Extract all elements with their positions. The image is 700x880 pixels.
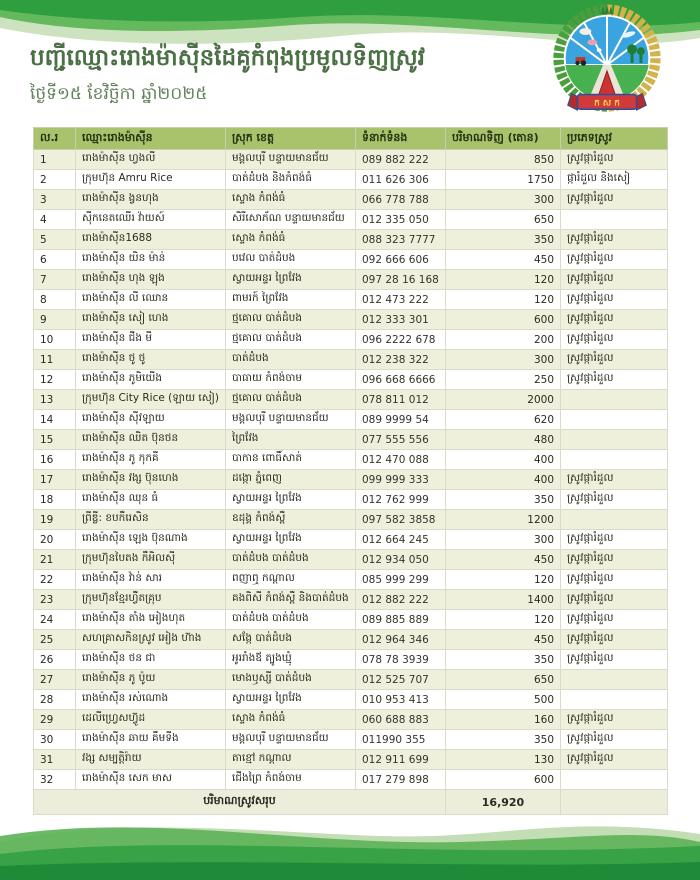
- chicken-icon: [597, 48, 602, 52]
- contact-cell: 077 555 556: [356, 430, 446, 450]
- mill-name-cell: រោងម៉ាស៊ីន ថូ ថូ: [76, 350, 226, 370]
- quantity-cell: 1200: [446, 510, 561, 530]
- table-row: [34, 550, 668, 570]
- quantity-cell: 350: [446, 230, 561, 250]
- contact-cell: 088 323 7777: [356, 230, 446, 250]
- row-number-cell: 4: [34, 210, 76, 230]
- rice-type-cell: [561, 410, 668, 430]
- rice-type-cell: ស្រូវផ្ការំដួល: [561, 290, 668, 310]
- contact-cell: 012 525 707: [356, 670, 446, 690]
- contact-cell: 089 885 889: [356, 610, 446, 630]
- table-row: [34, 750, 668, 770]
- row-number-cell: 21: [34, 550, 76, 570]
- contact-cell: 012 238 322: [356, 350, 446, 370]
- quantity-cell: 450: [446, 550, 561, 570]
- total-label: បរិមាណស្រូវសរុប: [34, 790, 446, 815]
- rice-type-cell: [561, 770, 668, 790]
- contact-cell: 012 934 050: [356, 550, 446, 570]
- table-row: [34, 250, 668, 270]
- row-number-cell: 16: [34, 450, 76, 470]
- mill-name-cell: សហគ្រាសកិនស្រូវ អៀង ហ៊ាង: [76, 630, 226, 650]
- table-row: [34, 370, 668, 390]
- mill-name-cell: រោងម៉ាស៊ីន ហ្វងលី: [76, 150, 226, 170]
- mill-name-cell: រោងម៉ាស៊ីន ឈិត ប៊ុនថន: [76, 430, 226, 450]
- district-cell: បាត់ដំបង: [226, 350, 356, 370]
- contact-cell: 010 953 413: [356, 690, 446, 710]
- row-number-cell: 26: [34, 650, 76, 670]
- quantity-cell: 120: [446, 610, 561, 630]
- table-row: [34, 150, 668, 170]
- table-body: [34, 150, 668, 790]
- table-row: [34, 630, 668, 650]
- table-row: [34, 410, 668, 430]
- contact-cell: 012 335 050: [356, 210, 446, 230]
- rice-type-cell: ផ្ការំដួល និងសៀ: [561, 170, 668, 190]
- quantity-cell: 120: [446, 290, 561, 310]
- row-number-cell: 8: [34, 290, 76, 310]
- rice-type-cell: ស្រូវផ្ការំដួល: [561, 530, 668, 550]
- district-cell: មង្គលបុរី បន្ទាយមានជ័យ: [226, 150, 356, 170]
- rice-type-cell: [561, 210, 668, 230]
- district-cell: អូររាំងឪ ត្បូងឃ្មុំ: [226, 650, 356, 670]
- district-cell: ស្វាយអន្ទរ ព្រៃវែង: [226, 270, 356, 290]
- contact-cell: 012 470 088: [356, 450, 446, 470]
- hill-darkest: [0, 862, 700, 880]
- rice-type-cell: ស្រូវផ្ការំដួល: [561, 190, 668, 210]
- district-cell: ពាមរក៍ ព្រៃវែង: [226, 290, 356, 310]
- table-row: [34, 350, 668, 370]
- rice-type-cell: ស្រូវផ្ការំដួល: [561, 550, 668, 570]
- contact-cell: 099 999 333: [356, 470, 446, 490]
- rice-type-cell: ស្រូវផ្ការំដួល: [561, 610, 668, 630]
- district-cell: ថ្មគោល បាត់ដំបង: [226, 310, 356, 330]
- rice-type-cell: ស្រូវផ្ការំដួល: [561, 750, 668, 770]
- mill-name-cell: ដេលីហ្រ្វេសហ៊្វូដ: [76, 710, 226, 730]
- rice-type-cell: ស្រូវផ្ការំដួល: [561, 230, 668, 250]
- district-cell: ថ្មគោល បាត់ដំបង: [226, 330, 356, 350]
- contact-cell: 085 999 299: [356, 570, 446, 590]
- quantity-cell: 120: [446, 570, 561, 590]
- quantity-cell: 600: [446, 310, 561, 330]
- quantity-cell: 450: [446, 250, 561, 270]
- cow-icon: [579, 28, 591, 35]
- table-row: [34, 430, 668, 450]
- mill-name-cell: រោងម៉ាស៊ីន ស៊ីវឡាយ: [76, 410, 226, 430]
- row-number-cell: 29: [34, 710, 76, 730]
- row-number-cell: 1: [34, 150, 76, 170]
- ribbon-banner: [568, 93, 647, 110]
- contact-cell: 066 778 788: [356, 190, 446, 210]
- rice-type-cell: ស្រូវផ្ការំដួល: [561, 310, 668, 330]
- table-row: [34, 650, 668, 670]
- contact-cell: 097 28 16 168: [356, 270, 446, 290]
- district-cell: ថ្មគោល បាត់ដំបង: [226, 390, 356, 410]
- quantity-cell: 620: [446, 410, 561, 430]
- quantity-cell: 300: [446, 350, 561, 370]
- row-number-cell: 15: [34, 430, 76, 450]
- mill-name-cell: ព្រីឌ្លី: ខបកឺរេសិន: [76, 510, 226, 530]
- mill-name-cell: រោងម៉ាស៊ីន ឈុន ធំ: [76, 490, 226, 510]
- contact-cell: 012 964 346: [356, 630, 446, 650]
- quantity-cell: 600: [446, 770, 561, 790]
- mill-name-cell: រោងម៉ាស៊ីន ង្វនហុង: [76, 190, 226, 210]
- table-row: [34, 690, 668, 710]
- bottom-wave-banner: [0, 800, 700, 880]
- row-number-cell: 12: [34, 370, 76, 390]
- mill-name-cell: រោងម៉ាស៊ីន សៀ ហេង: [76, 310, 226, 330]
- quantity-cell: 850: [446, 150, 561, 170]
- rice-mill-table: [33, 127, 668, 815]
- quantity-cell: 350: [446, 730, 561, 750]
- row-number-cell: 11: [34, 350, 76, 370]
- total-value: 16,920: [446, 790, 561, 815]
- rice-type-cell: ស្រូវផ្ការំដួល: [561, 490, 668, 510]
- table-row: [34, 470, 668, 490]
- rice-type-cell: ស្រូវផ្ការំដួល: [561, 630, 668, 650]
- row-number-cell: 17: [34, 470, 76, 490]
- table-row: [34, 610, 668, 630]
- quantity-cell: 500: [446, 690, 561, 710]
- pig-icon: [587, 39, 597, 45]
- row-number-cell: 18: [34, 490, 76, 510]
- table-row: [34, 390, 668, 410]
- table-row: [34, 590, 668, 610]
- rice-type-cell: ស្រូវផ្ការំដួល: [561, 270, 668, 290]
- mill-name-cell: រោងម៉ាស៊ីន យិន ម៉ាន់: [76, 250, 226, 270]
- district-cell: ស្ទោង កំពង់ធំ: [226, 190, 356, 210]
- district-cell: ឧដុង្គ កំពង់ស្ពឺ: [226, 510, 356, 530]
- quantity-cell: 350: [446, 650, 561, 670]
- contact-cell: 078 811 012: [356, 390, 446, 410]
- rice-type-cell: ស្រូវផ្ការំដួល: [561, 330, 668, 350]
- mill-name-cell: រោងម៉ាស៊ីន ថន ជា: [76, 650, 226, 670]
- district-cell: ពញាឮ កណ្តាល: [226, 570, 356, 590]
- row-number-cell: 10: [34, 330, 76, 350]
- quantity-cell: 2000: [446, 390, 561, 410]
- table-row: [34, 570, 668, 590]
- row-number-cell: 7: [34, 270, 76, 290]
- contact-cell: 060 688 883: [356, 710, 446, 730]
- rice-type-cell: ស្រូវផ្ការំដួល: [561, 650, 668, 670]
- row-number-cell: 19: [34, 510, 76, 530]
- table-row: [34, 510, 668, 530]
- district-cell: បាធាយ កំពង់ចាម: [226, 370, 356, 390]
- table-row: [34, 270, 668, 290]
- contact-cell: 012 882 222: [356, 590, 446, 610]
- mill-name-cell: រោងម៉ាស៊ីន ហុង ឡុង: [76, 270, 226, 290]
- mill-name-cell: រោងម៉ាស៊ីន វង្ស ប៊ុនហេង: [76, 470, 226, 490]
- row-number-cell: 9: [34, 310, 76, 330]
- contact-cell: 097 582 3858: [356, 510, 446, 530]
- table-header: [34, 128, 668, 150]
- row-number-cell: 32: [34, 770, 76, 790]
- mill-name-cell: រោងម៉ាស៊ីន តាំង អៀងហុត: [76, 610, 226, 630]
- row-number-cell: 25: [34, 630, 76, 650]
- row-number-cell: 14: [34, 410, 76, 430]
- document-date: ថ្ងៃទី១៥ ខែវិច្ឆិកា ឆ្នាំ២០២៥: [30, 83, 208, 104]
- district-cell: បាត់ដំបង បាត់ដំបង: [226, 610, 356, 630]
- contact-cell: 011990 355: [356, 730, 446, 750]
- contact-cell: 012 333 301: [356, 310, 446, 330]
- district-cell: ស្វាយអន្ទរ ព្រៃវែង: [226, 530, 356, 550]
- header-mill-name: ឈ្មោះរោងម៉ាស៊ីន: [76, 128, 226, 150]
- row-number-cell: 30: [34, 730, 76, 750]
- quantity-cell: 300: [446, 530, 561, 550]
- mill-name-cell: រោងម៉ាស៊ីន ភូមិយើង: [76, 370, 226, 390]
- quantity-cell: 300: [446, 190, 561, 210]
- header-block: [30, 44, 530, 108]
- contact-cell: 012 911 699: [356, 750, 446, 770]
- quantity-cell: 200: [446, 330, 561, 350]
- quantity-cell: 480: [446, 430, 561, 450]
- quantity-cell: 400: [446, 450, 561, 470]
- mill-name-cell: ក្រុមហ៊ុនខ្មែរហ្វឺតគ្រុប: [76, 590, 226, 610]
- quantity-cell: 650: [446, 670, 561, 690]
- rice-type-cell: ស្រូវផ្ការំដួល: [561, 350, 668, 370]
- district-cell: ស្ទោង កំពង់ធំ: [226, 230, 356, 250]
- district-cell: ស្វាយអន្ទរ ព្រៃវែង: [226, 490, 356, 510]
- rice-type-cell: ស្រូវផ្ការំដួល: [561, 710, 668, 730]
- district-cell: ដង្កោ ភ្នំពេញ: [226, 470, 356, 490]
- rice-type-cell: ស្រូវផ្ការំដួល: [561, 470, 668, 490]
- contact-cell: 011 626 306: [356, 170, 446, 190]
- district-cell: បាត់ដំបង បាត់ដំបង: [226, 550, 356, 570]
- table-row: [34, 490, 668, 510]
- header-district: ស្រុក ខេត្ត: [226, 128, 356, 150]
- mill-name-cell: ស៊ីកនេតឈើរ វ៉ាយស៍: [76, 210, 226, 230]
- quantity-cell: 450: [446, 630, 561, 650]
- row-number-cell: 23: [34, 590, 76, 610]
- quantity-cell: 1750: [446, 170, 561, 190]
- table-row: [34, 770, 668, 790]
- mill-name-cell: ក្រុមហ៊ុន City Rice (ឡាយ សៀ): [76, 390, 226, 410]
- mill-name-cell: រោងម៉ាស៊ីន ឡេង ប៊ុនណាង: [76, 530, 226, 550]
- table-row: [34, 730, 668, 750]
- district-cell: បាត់ដំបង និងកំពង់ធំ: [226, 170, 356, 190]
- table-row: [34, 710, 668, 730]
- district-cell: មង្គលបុរី បន្ទាយមានជ័យ: [226, 410, 356, 430]
- table-row: [34, 170, 668, 190]
- district-cell: មោងឫស្សី បាត់ដំបង: [226, 670, 356, 690]
- table-row: [34, 530, 668, 550]
- table-row: [34, 290, 668, 310]
- header-contact: ទំនាក់ទំនង: [356, 128, 446, 150]
- contact-cell: 089 882 222: [356, 150, 446, 170]
- row-number-cell: 6: [34, 250, 76, 270]
- district-cell: សង្កែ បាត់ដំបង: [226, 630, 356, 650]
- mill-name-cell: រោងម៉ាស៊ីន ភូ ប៉ូយ: [76, 670, 226, 690]
- table-row: [34, 190, 668, 210]
- contact-cell: 017 279 898: [356, 770, 446, 790]
- quantity-cell: 650: [446, 210, 561, 230]
- district-cell: ជើងព្រៃ កំពង់ចាម: [226, 770, 356, 790]
- district-cell: គងពិសី កំពង់ស្ពឺ និងបាត់ដំបង: [226, 590, 356, 610]
- table-row: [34, 310, 668, 330]
- table-header-row: [34, 128, 668, 150]
- rice-type-cell: [561, 430, 668, 450]
- quantity-cell: 400: [446, 470, 561, 490]
- quantity-cell: 130: [446, 750, 561, 770]
- rice-type-cell: [561, 390, 668, 410]
- row-number-cell: 13: [34, 390, 76, 410]
- mill-name-cell: ក្រុមហ៊ុនបៃតង កឹអិលស៊ី: [76, 550, 226, 570]
- row-number-cell: 20: [34, 530, 76, 550]
- header-rice-type: ប្រភេទស្រូវ: [561, 128, 668, 150]
- quantity-cell: 250: [446, 370, 561, 390]
- rice-type-cell: [561, 690, 668, 710]
- rice-type-cell: ស្រូវផ្ការំដួល: [561, 370, 668, 390]
- row-number-cell: 3: [34, 190, 76, 210]
- quantity-cell: 120: [446, 270, 561, 290]
- table-row: [34, 210, 668, 230]
- table-row: [34, 450, 668, 470]
- page-title: បញ្ជីឈ្មោះរោងម៉ាស៊ីនដៃគូកំពុងប្រមូលទិញស្រូវ: [30, 45, 425, 71]
- ministry-emblem-logo: [544, 4, 670, 122]
- rice-type-cell: ស្រូវផ្ការំដួល: [561, 250, 668, 270]
- rice-type-cell: ស្រូវផ្ការំដួល: [561, 590, 668, 610]
- rice-type-cell: ស្រូវផ្ការំដួល: [561, 150, 668, 170]
- mill-name-cell: រោងម៉ាស៊ីន ឆាយ គឹមទីង: [76, 730, 226, 750]
- row-number-cell: 28: [34, 690, 76, 710]
- quantity-cell: 1400: [446, 590, 561, 610]
- ribbon-text: ក ស ក: [594, 98, 620, 109]
- contact-cell: 012 762 999: [356, 490, 446, 510]
- table-row: [34, 230, 668, 250]
- contact-cell: 012 664 245: [356, 530, 446, 550]
- rice-type-cell: ស្រូវផ្ការំដួល: [561, 570, 668, 590]
- rice-type-cell: [561, 450, 668, 470]
- mill-name-cell: រោងម៉ាស៊ីន សេក មាស: [76, 770, 226, 790]
- mill-name-cell: វង្ស សម្បត្តិរ៉ាយ: [76, 750, 226, 770]
- rice-type-cell: [561, 510, 668, 530]
- contact-cell: 089 9999 54: [356, 410, 446, 430]
- mill-name-cell: រោងម៉ាស៊ីន រស់ណោង: [76, 690, 226, 710]
- header-quantity: បរិមាណទិញ (តោន): [446, 128, 561, 150]
- quantity-cell: 160: [446, 710, 561, 730]
- contact-cell: 096 668 6666: [356, 370, 446, 390]
- header-number: ល.រ: [34, 128, 76, 150]
- table-row: [34, 670, 668, 690]
- quantity-cell: 350: [446, 490, 561, 510]
- row-number-cell: 22: [34, 570, 76, 590]
- mill-name-cell: រោងម៉ាស៊ីន1688: [76, 230, 226, 250]
- district-cell: បវេល បាត់ដំបង: [226, 250, 356, 270]
- row-number-cell: 24: [34, 610, 76, 630]
- mill-name-cell: រោងម៉ាស៊ីន ជីង មី: [76, 330, 226, 350]
- contact-cell: 012 473 222: [356, 290, 446, 310]
- district-cell: តាខ្មៅ កណ្តាល: [226, 750, 356, 770]
- row-number-cell: 5: [34, 230, 76, 250]
- row-number-cell: 27: [34, 670, 76, 690]
- mill-name-cell: រោងម៉ាស៊ីន លី ឈោន: [76, 290, 226, 310]
- table-row: [34, 330, 668, 350]
- district-cell: មង្គលបុរី បន្ទាយមានជ័យ: [226, 730, 356, 750]
- mill-name-cell: រោងម៉ាស៊ីន វ៉ាន់ សារ: [76, 570, 226, 590]
- district-cell: ព្រៃវែង: [226, 430, 356, 450]
- contact-cell: 096 2222 678: [356, 330, 446, 350]
- district-cell: បាកាន ពោធិ៍សាត់: [226, 450, 356, 470]
- district-cell: សិរីសោភ័ណ បន្ទាយមានជ័យ: [226, 210, 356, 230]
- contact-cell: 078 78 3939: [356, 650, 446, 670]
- rice-type-cell: ស្រូវផ្ការំដួល: [561, 730, 668, 750]
- rice-type-cell: [561, 670, 668, 690]
- district-cell: ស្ទោង កំពង់ធំ: [226, 710, 356, 730]
- row-number-cell: 31: [34, 750, 76, 770]
- contact-cell: 092 666 606: [356, 250, 446, 270]
- district-cell: ស្វាយអន្ទរ ព្រៃវែង: [226, 690, 356, 710]
- mill-name-cell: រោងម៉ាស៊ីន ភូ កុកគី: [76, 450, 226, 470]
- mill-name-cell: ក្រុមហ៊ុន Amru Rice: [76, 170, 226, 190]
- row-number-cell: 2: [34, 170, 76, 190]
